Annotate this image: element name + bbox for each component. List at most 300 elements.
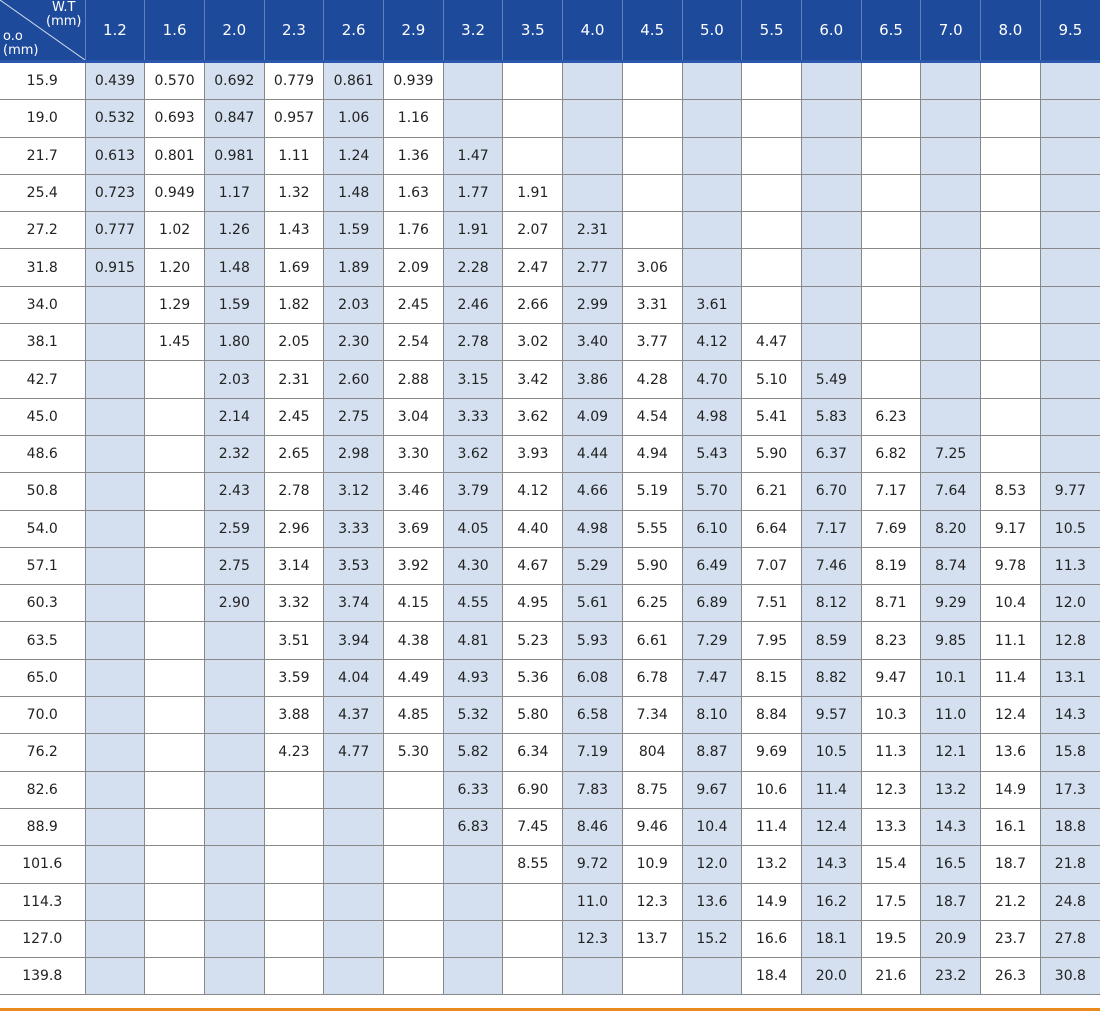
weight-cell [324, 958, 384, 995]
table-row [0, 473, 1100, 510]
weight-cell [204, 808, 264, 845]
weight-cell [861, 62, 921, 100]
weight-cell [861, 212, 921, 249]
weight-cell: 1.26 [204, 212, 264, 249]
weight-cell: 6.23 [861, 398, 921, 435]
weight-cell [443, 920, 503, 957]
weight-cell [861, 100, 921, 137]
weight-cell: 10.1 [921, 659, 981, 696]
weight-cell [503, 62, 563, 100]
weight-cell [85, 958, 145, 995]
weight-cell: 3.86 [563, 361, 623, 398]
weight-cell: 19.5 [861, 920, 921, 957]
weight-cell [981, 286, 1041, 323]
weight-cell: 2.43 [204, 473, 264, 510]
weight-cell: 1.47 [443, 137, 503, 174]
weight-cell [85, 473, 145, 510]
weight-cell: 3.32 [264, 585, 324, 622]
weight-cell: 7.46 [801, 547, 861, 584]
weight-cell: 3.14 [264, 547, 324, 584]
weight-cell [145, 547, 205, 584]
weight-cell: 4.98 [682, 398, 742, 435]
weight-cell: 18.7 [921, 883, 981, 920]
thickness-header-cell: 1.2 [85, 0, 145, 62]
weight-cell [204, 659, 264, 696]
weight-cell [981, 174, 1041, 211]
od-cell: 42.7 [0, 361, 85, 398]
weight-cell: 16.5 [921, 846, 981, 883]
weight-cell: 2.28 [443, 249, 503, 286]
weight-cell: 11.0 [563, 883, 623, 920]
thickness-header-cell: 5.0 [682, 0, 742, 62]
weight-cell: 10.4 [682, 808, 742, 845]
weight-cell: 26.3 [981, 958, 1041, 995]
weight-cell: 4.77 [324, 734, 384, 771]
weight-cell [204, 771, 264, 808]
weight-cell [384, 958, 444, 995]
weight-cell: 4.94 [622, 435, 682, 472]
weight-cell: 7.34 [622, 697, 682, 734]
weight-cell [145, 622, 205, 659]
weight-cell: 4.70 [682, 361, 742, 398]
weight-cell [682, 249, 742, 286]
weight-cell: 1.17 [204, 174, 264, 211]
weight-cell: 7.25 [921, 435, 981, 472]
weight-cell: 1.63 [384, 174, 444, 211]
weight-cell: 5.83 [801, 398, 861, 435]
weight-cell: 5.30 [384, 734, 444, 771]
weight-cell: 1.45 [145, 324, 205, 361]
weight-cell: 1.77 [443, 174, 503, 211]
weight-cell: 6.34 [503, 734, 563, 771]
weight-cell: 8.55 [503, 846, 563, 883]
weight-cell: 4.23 [264, 734, 324, 771]
weight-cell: 0.779 [264, 62, 324, 100]
weight-cell [1040, 212, 1100, 249]
od-cell: 70.0 [0, 697, 85, 734]
weight-cell: 11.0 [921, 697, 981, 734]
weight-cell [742, 100, 802, 137]
table-row [0, 324, 1100, 361]
weight-cell: 16.1 [981, 808, 1041, 845]
weight-cell: 4.93 [443, 659, 503, 696]
od-cell: 31.8 [0, 249, 85, 286]
weight-cell: 2.78 [443, 324, 503, 361]
weight-cell: 3.51 [264, 622, 324, 659]
wall-thickness-label [46, 1, 81, 29]
weight-cell: 9.57 [801, 697, 861, 734]
weight-cell [682, 62, 742, 100]
weight-cell: 804 [622, 734, 682, 771]
weight-cell: 3.59 [264, 659, 324, 696]
weight-cell: 9.78 [981, 547, 1041, 584]
weight-cell: 2.03 [324, 286, 384, 323]
weight-cell: 10.5 [1040, 510, 1100, 547]
table-row [0, 249, 1100, 286]
weight-cell [921, 212, 981, 249]
weight-cell: 0.532 [85, 100, 145, 137]
weight-cell: 4.98 [563, 510, 623, 547]
weight-cell: 7.19 [563, 734, 623, 771]
wt-label: W.T [52, 0, 76, 15]
weight-cell [1040, 398, 1100, 435]
weight-cell: 1.89 [324, 249, 384, 286]
weight-cell [861, 174, 921, 211]
weight-cell [384, 771, 444, 808]
weight-cell [1040, 435, 1100, 472]
weight-cell: 0.957 [264, 100, 324, 137]
weight-cell [1040, 324, 1100, 361]
weight-cell [742, 249, 802, 286]
weight-cell [742, 137, 802, 174]
weight-cell [145, 883, 205, 920]
od-cell: 127.0 [0, 920, 85, 957]
table-row [0, 435, 1100, 472]
weight-cell [981, 249, 1041, 286]
weight-cell: 9.29 [921, 585, 981, 622]
od-cell: 54.0 [0, 510, 85, 547]
weight-cell: 3.12 [324, 473, 384, 510]
weight-cell: 6.61 [622, 622, 682, 659]
weight-cell: 1.36 [384, 137, 444, 174]
weight-cell: 6.21 [742, 473, 802, 510]
weight-cell: 7.83 [563, 771, 623, 808]
weight-cell: 2.47 [503, 249, 563, 286]
weight-cell [85, 286, 145, 323]
weight-cell: 30.8 [1040, 958, 1100, 995]
weight-cell: 5.80 [503, 697, 563, 734]
weight-cell: 5.49 [801, 361, 861, 398]
weight-cell: 9.69 [742, 734, 802, 771]
weight-cell: 15.2 [682, 920, 742, 957]
weight-cell [921, 137, 981, 174]
weight-cell [801, 137, 861, 174]
weight-cell: 4.38 [384, 622, 444, 659]
weight-cell [981, 100, 1041, 137]
od-label: o.o [3, 29, 23, 44]
thickness-header-cell: 9.5 [1040, 0, 1100, 62]
thickness-header-cell: 3.5 [503, 0, 563, 62]
weight-cell: 0.439 [85, 62, 145, 100]
weight-cell [682, 137, 742, 174]
thickness-header-cell: 4.5 [622, 0, 682, 62]
table-row [0, 659, 1100, 696]
weight-cell [384, 883, 444, 920]
weight-cell: 10.5 [801, 734, 861, 771]
weight-cell: 13.6 [981, 734, 1041, 771]
weight-cell [204, 734, 264, 771]
weight-cell: 3.31 [622, 286, 682, 323]
weight-cell: 2.32 [204, 435, 264, 472]
weight-cell: 2.45 [384, 286, 444, 323]
weight-cell: 5.90 [622, 547, 682, 584]
weight-cell: 4.49 [384, 659, 444, 696]
weight-cell [443, 62, 503, 100]
weight-cell: 10.6 [742, 771, 802, 808]
weight-cell: 1.69 [264, 249, 324, 286]
weight-cell [145, 510, 205, 547]
thickness-header-cell: 7.0 [921, 0, 981, 62]
weight-cell: 13.2 [742, 846, 802, 883]
weight-cell: 5.55 [622, 510, 682, 547]
weight-cell: 7.64 [921, 473, 981, 510]
weight-cell: 8.84 [742, 697, 802, 734]
weight-cell: 12.3 [861, 771, 921, 808]
weight-cell: 3.02 [503, 324, 563, 361]
weight-cell [145, 846, 205, 883]
weight-cell: 1.82 [264, 286, 324, 323]
weight-cell: 14.9 [981, 771, 1041, 808]
weight-cell [324, 883, 384, 920]
weight-cell [563, 100, 623, 137]
weight-cell: 5.23 [503, 622, 563, 659]
weight-cell: 3.69 [384, 510, 444, 547]
weight-cell: 7.07 [742, 547, 802, 584]
weight-cell: 3.61 [682, 286, 742, 323]
weight-cell [622, 958, 682, 995]
weight-cell: 2.30 [324, 324, 384, 361]
weight-cell [204, 846, 264, 883]
weight-cell: 1.16 [384, 100, 444, 137]
weight-cell [622, 212, 682, 249]
weight-cell [85, 435, 145, 472]
thickness-header-cell: 8.0 [981, 0, 1041, 62]
weight-cell: 0.570 [145, 62, 205, 100]
weight-cell: 4.09 [563, 398, 623, 435]
weight-cell [324, 808, 384, 845]
weight-cell: 4.28 [622, 361, 682, 398]
weight-cell: 6.10 [682, 510, 742, 547]
weight-cell: 15.4 [861, 846, 921, 883]
weight-cell: 7.51 [742, 585, 802, 622]
weight-cell: 18.7 [981, 846, 1041, 883]
weight-cell: 4.95 [503, 585, 563, 622]
table-row [0, 137, 1100, 174]
weight-cell: 2.31 [563, 212, 623, 249]
weight-cell: 2.60 [324, 361, 384, 398]
weight-cell [801, 212, 861, 249]
table-row [0, 547, 1100, 584]
weight-cell: 4.12 [503, 473, 563, 510]
weight-cell [981, 361, 1041, 398]
weight-cell: 8.59 [801, 622, 861, 659]
weight-cell: 8.19 [861, 547, 921, 584]
weight-cell [503, 137, 563, 174]
weight-cell: 2.96 [264, 510, 324, 547]
weight-cell [443, 846, 503, 883]
weight-cell: 12.3 [563, 920, 623, 957]
weight-cell [563, 137, 623, 174]
weight-cell [981, 324, 1041, 361]
weight-cell: 9.77 [1040, 473, 1100, 510]
weight-cell: 14.3 [801, 846, 861, 883]
thickness-header-cell: 2.9 [384, 0, 444, 62]
weight-cell [742, 174, 802, 211]
weight-cell [981, 398, 1041, 435]
weight-cell [145, 659, 205, 696]
weight-cell: 2.31 [264, 361, 324, 398]
weight-cell: 5.36 [503, 659, 563, 696]
weight-cell: 6.33 [443, 771, 503, 808]
weight-cell: 4.85 [384, 697, 444, 734]
weight-cell: 8.15 [742, 659, 802, 696]
weight-cell: 11.3 [861, 734, 921, 771]
weight-cell: 0.847 [204, 100, 264, 137]
od-cell: 50.8 [0, 473, 85, 510]
weight-cell: 9.67 [682, 771, 742, 808]
weight-cell [503, 958, 563, 995]
weight-cell: 2.75 [204, 547, 264, 584]
weight-cell [801, 286, 861, 323]
weight-cell: 1.80 [204, 324, 264, 361]
weight-cell: 4.81 [443, 622, 503, 659]
weight-cell: 12.0 [682, 846, 742, 883]
weight-cell: 5.82 [443, 734, 503, 771]
table-row [0, 958, 1100, 995]
table-row [0, 622, 1100, 659]
weight-cell: 1.32 [264, 174, 324, 211]
od-cell: 21.7 [0, 137, 85, 174]
weight-cell [861, 361, 921, 398]
od-cell: 45.0 [0, 398, 85, 435]
weight-cell [682, 212, 742, 249]
weight-cell: 5.19 [622, 473, 682, 510]
weight-cell [1040, 249, 1100, 286]
weight-cell: 8.87 [682, 734, 742, 771]
weight-cell [204, 920, 264, 957]
table-row [0, 920, 1100, 957]
weight-cell: 5.10 [742, 361, 802, 398]
weight-cell: 16.6 [742, 920, 802, 957]
weight-cell: 3.04 [384, 398, 444, 435]
weight-cell: 24.8 [1040, 883, 1100, 920]
weight-cell: 3.62 [503, 398, 563, 435]
weight-cell [503, 100, 563, 137]
od-cell: 48.6 [0, 435, 85, 472]
thickness-header-cell: 2.0 [204, 0, 264, 62]
weight-cell: 7.17 [861, 473, 921, 510]
weight-cell: 11.4 [981, 659, 1041, 696]
thickness-header-cell: 6.5 [861, 0, 921, 62]
weight-cell: 7.47 [682, 659, 742, 696]
weight-cell [85, 324, 145, 361]
weight-cell: 2.78 [264, 473, 324, 510]
weight-cell: 14.3 [921, 808, 981, 845]
weight-cell [443, 100, 503, 137]
weight-cell: 4.67 [503, 547, 563, 584]
weight-cell: 14.9 [742, 883, 802, 920]
weight-cell: 9.72 [563, 846, 623, 883]
weight-cell: 2.66 [503, 286, 563, 323]
weight-cell: 5.90 [742, 435, 802, 472]
weight-cell: 23.7 [981, 920, 1041, 957]
weight-cell [682, 958, 742, 995]
weight-cell: 8.23 [861, 622, 921, 659]
weight-cell [981, 137, 1041, 174]
weight-cell: 1.29 [145, 286, 205, 323]
weight-cell [264, 883, 324, 920]
weight-cell [1040, 286, 1100, 323]
weight-cell [145, 958, 205, 995]
weight-cell: 6.58 [563, 697, 623, 734]
weight-cell: 3.40 [563, 324, 623, 361]
weight-cell: 6.70 [801, 473, 861, 510]
table-row [0, 771, 1100, 808]
weight-cell: 4.04 [324, 659, 384, 696]
weight-cell [801, 249, 861, 286]
weight-cell [204, 883, 264, 920]
weight-cell: 13.7 [622, 920, 682, 957]
weight-cell: 1.02 [145, 212, 205, 249]
od-cell: 57.1 [0, 547, 85, 584]
weight-cell: 4.66 [563, 473, 623, 510]
weight-cell [145, 585, 205, 622]
weight-cell [85, 846, 145, 883]
weight-cell: 3.62 [443, 435, 503, 472]
weight-cell: 2.46 [443, 286, 503, 323]
weight-cell: 1.91 [503, 174, 563, 211]
weight-cell: 6.37 [801, 435, 861, 472]
weight-cell [384, 808, 444, 845]
weight-cell [1040, 62, 1100, 100]
weight-cell: 11.1 [981, 622, 1041, 659]
weight-cell [145, 398, 205, 435]
weight-cell: 23.2 [921, 958, 981, 995]
weight-cell: 18.4 [742, 958, 802, 995]
weight-cell: 4.44 [563, 435, 623, 472]
weight-cell: 21.2 [981, 883, 1041, 920]
weight-cell: 3.15 [443, 361, 503, 398]
weight-cell: 2.98 [324, 435, 384, 472]
weight-cell [622, 100, 682, 137]
weight-cell [264, 920, 324, 957]
weight-cell [682, 174, 742, 211]
weight-cell [622, 174, 682, 211]
weight-cell [85, 808, 145, 845]
od-cell: 82.6 [0, 771, 85, 808]
weight-cell: 0.723 [85, 174, 145, 211]
weight-cell [324, 846, 384, 883]
weight-cell [742, 62, 802, 100]
weight-cell: 12.3 [622, 883, 682, 920]
wt-unit: (mm) [46, 14, 82, 29]
weight-cell [145, 697, 205, 734]
weight-cell: 0.801 [145, 137, 205, 174]
weight-cell: 1.24 [324, 137, 384, 174]
weight-cell: 3.53 [324, 547, 384, 584]
table-row [0, 510, 1100, 547]
od-cell: 114.3 [0, 883, 85, 920]
weight-cell: 1.43 [264, 212, 324, 249]
weight-cell: 2.77 [563, 249, 623, 286]
weight-cell [563, 958, 623, 995]
weight-cell [204, 958, 264, 995]
weight-cell: 1.91 [443, 212, 503, 249]
weight-cell [204, 697, 264, 734]
weight-cell [85, 659, 145, 696]
weight-cell: 3.79 [443, 473, 503, 510]
weight-cell: 6.90 [503, 771, 563, 808]
weight-cell: 18.1 [801, 920, 861, 957]
weight-cell: 13.6 [682, 883, 742, 920]
weight-cell: 1.11 [264, 137, 324, 174]
weight-cell [264, 846, 324, 883]
weight-cell: 13.2 [921, 771, 981, 808]
weight-cell: 2.88 [384, 361, 444, 398]
weight-cell [145, 808, 205, 845]
weight-cell: 8.53 [981, 473, 1041, 510]
weight-cell [622, 137, 682, 174]
